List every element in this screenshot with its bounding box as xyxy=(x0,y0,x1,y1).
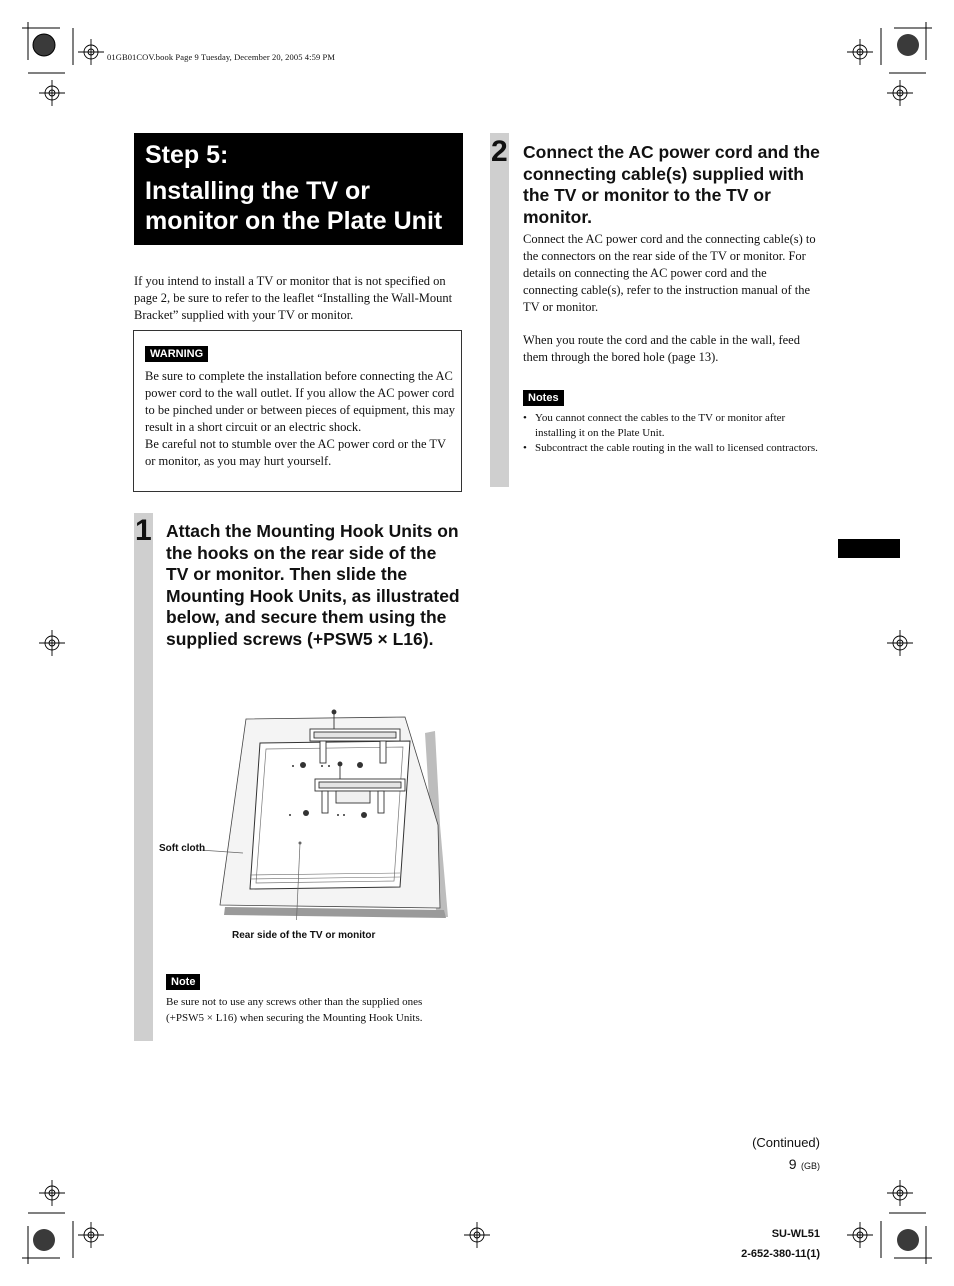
label-soft-cloth: Soft cloth xyxy=(159,843,206,854)
step2-heading: Connect the AC power cord and the connecting cable(s) supplied with the TV or monitor to the TV or monitor. xyxy=(523,142,820,227)
step2-paragraph-2: When you route the cord and the cable in the wall, feed them through the bored hole (page 13). xyxy=(523,333,800,364)
step2-paragraph-1: Connect the AC power cord and the connecting cable(s) to the connectors on the rear side of the TV or monitor. For details on connecting the AC power cord and the connecting cable(s), refer to the instruction manual of the TV or monitor. xyxy=(523,232,816,314)
step1-heading: Attach the Mounting Hook Units on the hooks on the rear side of the TV or monitor. Then slide the Mounting Hook Units, as illustrated below, and secure them using the supplied screws (+PSW5 × L16). xyxy=(166,521,460,649)
warning-tag: WARNING xyxy=(145,346,208,362)
step2-notes-list xyxy=(523,411,819,456)
warning-paragraph-1: Be sure to complete the installation before connecting the AC power cord to the wall outlet. If you allow the AC power cord to be pinched under or between pieces of equipment, this may result in a short circuit or an electric shock. xyxy=(145,369,455,434)
mounting-illustration xyxy=(200,705,456,920)
part-number: 2-652-380-11(1) xyxy=(741,1248,820,1260)
title-text: Installing the TV or monitor on the Plate Unit xyxy=(145,177,443,235)
continued-label: (Continued) xyxy=(752,1135,820,1150)
title-step: Step 5: xyxy=(145,141,229,169)
section-title-block xyxy=(134,133,463,245)
warning-box xyxy=(133,330,462,492)
step1-note-text: Be sure not to use any screws other than the supplied ones (+PSW5 × L16) when securing the Mounting Hook Units. xyxy=(166,996,423,1024)
page-number xyxy=(789,1156,820,1174)
step1-number: 1 xyxy=(135,514,152,547)
step1-note-tag: Note xyxy=(166,974,200,990)
section-tab-marker xyxy=(838,539,900,558)
page-number-value: 9 xyxy=(788,1156,797,1172)
step2-number: 2 xyxy=(491,135,508,168)
model-number: SU-WL51 xyxy=(771,1228,820,1240)
page-number-suffix: (GB) xyxy=(801,1161,820,1171)
book-info-line: 01GB01COV.book Page 9 Tuesday, December 20, 2005 4:59 PM xyxy=(107,52,336,62)
warning-text xyxy=(145,368,457,470)
intro-paragraph: If you intend to install a TV or monitor that is not specified on page 2, be sure to refer to the leaflet “Installing the Wall-Mount Bracket” supplied with your TV or monitor. xyxy=(134,274,453,322)
label-rear-side: Rear side of the TV or monitor xyxy=(232,930,376,941)
list-item: • Subcontract the cable routing in the wall to licensed contractors. xyxy=(523,441,819,456)
list-item: • You cannot connect the cables to the TV or monitor after installing it on the Plate Unit. xyxy=(523,411,819,441)
step2-side-bar xyxy=(490,133,509,487)
step2-notes-tag: Notes xyxy=(523,390,564,406)
step1-side-bar xyxy=(134,513,153,1041)
warning-paragraph-2: Be careful not to stumble over the AC power cord or the TV or monitor, as you may hurt yourself. xyxy=(145,437,446,468)
